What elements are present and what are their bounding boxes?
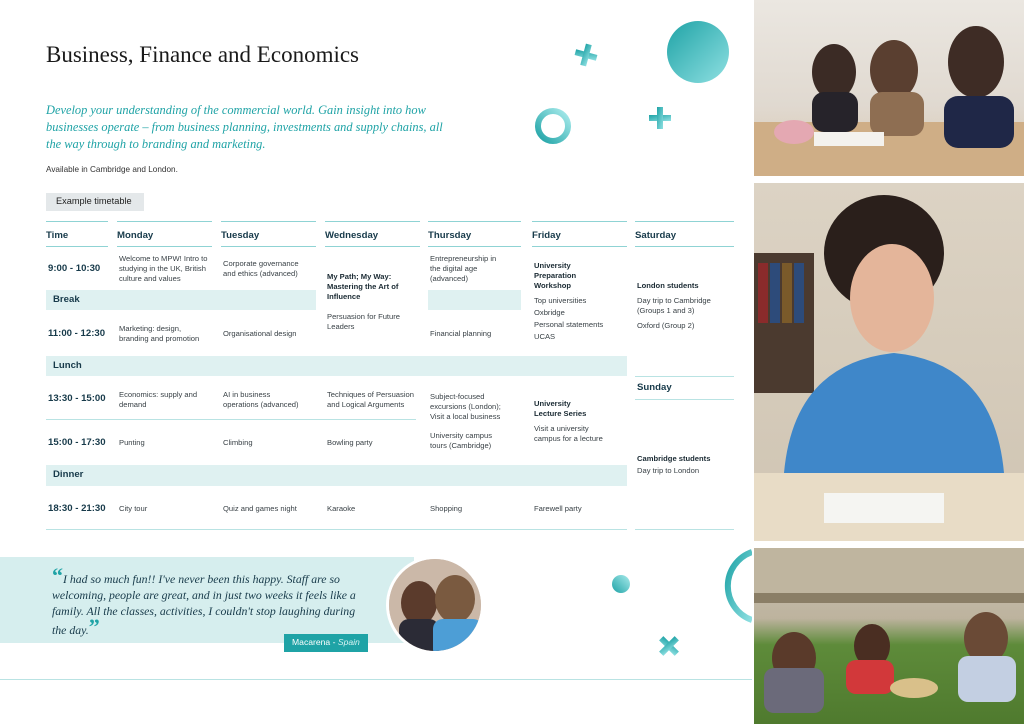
quote-text: I had so much fun!! I've never been this happy. Staff are so welcoming, people are great, and in just two weeks it feels like a family. All the classes, activities, I couldn't stop laughing during the day. bbox=[52, 572, 356, 637]
testimonial-avatar bbox=[386, 556, 484, 654]
cell-monday: Marketing: design, branding and promotion bbox=[119, 324, 200, 343]
cell-tuesday: Climbing bbox=[223, 438, 253, 447]
cross-shape bbox=[653, 630, 684, 661]
lunch-band: Lunch bbox=[46, 356, 627, 376]
time-slot: 15:00 - 17:30 bbox=[48, 437, 106, 448]
cell-wednesday: Persuasion for Future Leaders bbox=[327, 312, 401, 331]
close-quote-icon: ” bbox=[88, 614, 100, 639]
cell-saturday-title: London students bbox=[637, 281, 699, 290]
availability-text: Available in Cambridge and London. bbox=[46, 165, 178, 174]
header-wednesday: Wednesday bbox=[325, 221, 420, 247]
cell-wednesday: Karaoke bbox=[327, 504, 356, 513]
time-slot: 11:00 - 12:30 bbox=[48, 328, 106, 339]
dot-shape bbox=[612, 575, 630, 593]
cell-friday: Top universities bbox=[534, 296, 587, 305]
cell-friday-title: University Preparation Workshop bbox=[534, 261, 577, 290]
photo-classroom bbox=[754, 0, 1024, 176]
header-time: Time bbox=[46, 221, 108, 247]
header-saturday: Saturday bbox=[635, 221, 734, 247]
cell-saturday: Oxford (Group 2) bbox=[637, 321, 695, 330]
intro-text: Develop your understanding of the commercial world. Gain insight into how businesses operate – from business planning, investments and supply chains, all the way through to branding and marketing. bbox=[46, 103, 443, 151]
cell-monday: Punting bbox=[119, 438, 145, 447]
header-thursday: Thursday bbox=[428, 221, 521, 247]
cell-friday: Personal statements bbox=[534, 320, 604, 329]
cell-monday: City tour bbox=[119, 504, 148, 513]
arc-shape bbox=[728, 552, 752, 620]
photo-lawn-art bbox=[754, 548, 1024, 724]
cell-tuesday: Organisational design bbox=[223, 329, 297, 338]
row-divider bbox=[635, 376, 734, 377]
header-friday: Friday bbox=[532, 221, 627, 247]
page-title: Business, Finance and Economics bbox=[46, 42, 360, 67]
cell-thursday: University campus tours (Cambridge) bbox=[430, 431, 493, 450]
plus-shape bbox=[573, 42, 600, 69]
timetable-label: Example timetable bbox=[46, 193, 144, 211]
row-divider bbox=[635, 399, 734, 400]
author-name: Macarena bbox=[292, 637, 331, 647]
open-quote-icon: “ bbox=[52, 563, 63, 588]
circle-shape bbox=[667, 21, 729, 83]
photo-lawn bbox=[754, 548, 1024, 724]
photo-classroom-art bbox=[754, 0, 1024, 176]
photo-student bbox=[754, 183, 1024, 541]
time-slot: 9:00 - 10:30 bbox=[48, 263, 101, 274]
cell-thursday: Entrepreneurship in the digital age (advanced) bbox=[430, 254, 497, 283]
cell-tuesday: Quiz and games night bbox=[223, 504, 297, 513]
footer-divider bbox=[0, 679, 752, 680]
testimonial-quote bbox=[52, 563, 362, 639]
cell-thursday: Subject-focused excursions (London); Visit a local business bbox=[430, 392, 501, 421]
author-country: Spain bbox=[337, 637, 360, 647]
header-sunday: Sunday bbox=[637, 382, 672, 393]
cell-friday: Farewell party bbox=[534, 504, 582, 513]
cell-saturday: Day trip to Cambridge (Groups 1 and 3) bbox=[637, 296, 711, 315]
cell-friday: UCAS bbox=[534, 332, 556, 341]
time-slot: 13:30 - 15:00 bbox=[48, 393, 106, 404]
row-divider bbox=[46, 529, 627, 530]
cell-thursday: Financial planning bbox=[430, 329, 492, 338]
cell-monday: Economics: supply and demand bbox=[119, 390, 198, 409]
cell-sunday: Day trip to London bbox=[637, 466, 700, 475]
author-separator: - bbox=[330, 637, 338, 647]
ring-shape bbox=[538, 111, 568, 141]
row-divider bbox=[46, 419, 416, 420]
cell-tuesday: AI in business operations (advanced) bbox=[223, 390, 299, 409]
cell-wednesday: Bowling party bbox=[327, 438, 373, 447]
break-band-thursday bbox=[428, 290, 521, 310]
cell-friday: Visit a university campus for a lecture bbox=[534, 424, 603, 443]
cell-friday: Oxbridge bbox=[534, 308, 565, 317]
time-slot: 18:30 - 21:30 bbox=[48, 503, 106, 514]
cell-wednesday: Techniques of Persuasion and Logical Arguments bbox=[327, 390, 414, 409]
testimonial-author bbox=[284, 634, 368, 652]
row-divider bbox=[635, 529, 734, 530]
dinner-band: Dinner bbox=[46, 465, 627, 486]
cell-thursday: Shopping bbox=[430, 504, 463, 513]
cell-monday: Welcome to MPW! Intro to studying in the UK, British culture and values bbox=[119, 254, 208, 283]
cell-friday-title: University Lecture Series bbox=[534, 399, 587, 418]
cell-tuesday: Corporate governance and ethics (advanced) bbox=[223, 259, 299, 278]
cell-sunday-title: Cambridge students bbox=[637, 454, 711, 463]
break-band: Break bbox=[46, 290, 316, 310]
plus-shape bbox=[649, 107, 671, 129]
header-monday: Monday bbox=[117, 221, 212, 247]
cell-wednesday-title: My Path; My Way: Mastering the Art of Influence bbox=[327, 272, 399, 301]
header-tuesday: Tuesday bbox=[221, 221, 316, 247]
photo-student-art bbox=[754, 183, 1024, 541]
